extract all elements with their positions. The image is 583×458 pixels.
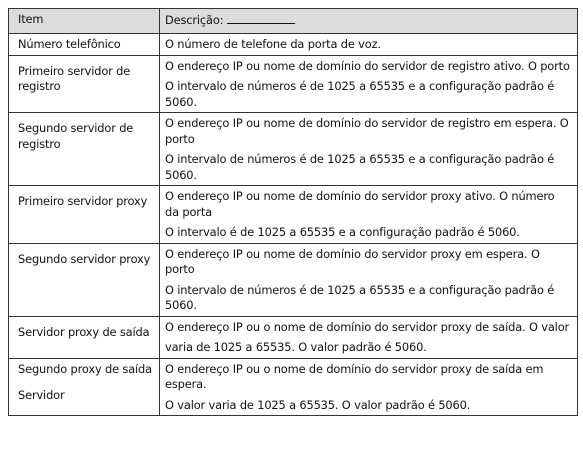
item-cell: Segundo servidor proxy	[9, 243, 160, 316]
parameter-table	[8, 8, 578, 416]
fill-in-blank-line	[227, 12, 295, 24]
description-text: O endereço IP ou nome de domínio do servidor de registro em espera. O porto	[165, 116, 569, 146]
table-row	[9, 34, 578, 56]
header-description	[160, 9, 578, 34]
description-text: O endereço IP ou nome de domínio do servidor proxy ativo. O número da porta	[165, 189, 555, 219]
description-cell	[160, 113, 578, 186]
table-row	[9, 113, 578, 186]
description-text: O intervalo de números é de 1025 a 65535 e a configuração padrão é 5060.	[165, 152, 555, 182]
header-description-label: Descrição:	[165, 13, 224, 27]
description-text: O intervalo de números é de 1025 a 65535 e a configuração padrão é 5060.	[165, 79, 555, 109]
description-cell	[160, 316, 578, 358]
description-text: O endereço IP ou nome de domínio do servidor proxy em espera. O porto	[165, 246, 540, 276]
description-text: O endereço IP ou o nome de domínio do servidor proxy de saída. O valor	[165, 319, 570, 334]
description-cell	[160, 186, 578, 244]
description-cell	[160, 55, 578, 113]
item-cell: Segundo servidor de registro	[9, 113, 160, 186]
table-row	[9, 243, 578, 316]
table-row	[9, 55, 578, 113]
description-text: O intervalo é de 1025 a 65535 e a configuração padrão é 5060.	[165, 225, 520, 239]
item-cell: Primeiro servidor de registro	[9, 55, 160, 113]
description-text: O número de telefone da porta de voz.	[165, 37, 381, 51]
description-cell	[160, 34, 578, 56]
description-text: O endereço IP ou nome de domínio do servidor de registro ativo. O porto	[165, 58, 570, 73]
description-text: O intervalo de números é de 1025 a 65535 e a configuração padrão é 5060.	[165, 282, 555, 312]
description-text: O valor varia de 1025 a 65535. O valor padrão é 5060.	[165, 397, 471, 412]
table-row	[9, 186, 578, 244]
description-cell	[160, 358, 578, 416]
item-cell: Primeiro servidor proxy	[9, 186, 160, 244]
item-cell: Servidor proxy de saída	[9, 316, 160, 358]
header-item: Item	[9, 9, 160, 34]
item-text-line: Segundo proxy de saída	[18, 361, 152, 376]
table-row	[9, 316, 578, 358]
table-header-row	[9, 9, 578, 34]
item-text-line: Servidor	[18, 388, 65, 402]
item-cell: Número telefônico	[9, 34, 160, 56]
description-text: O endereço IP ou o nome de domínio do servidor proxy de saída em espera.	[165, 361, 544, 391]
description-text: varia de 1025 a 65535. O valor padrão é 5060.	[165, 340, 427, 354]
table-row	[9, 358, 578, 416]
description-cell	[160, 243, 578, 316]
item-cell	[9, 358, 160, 416]
